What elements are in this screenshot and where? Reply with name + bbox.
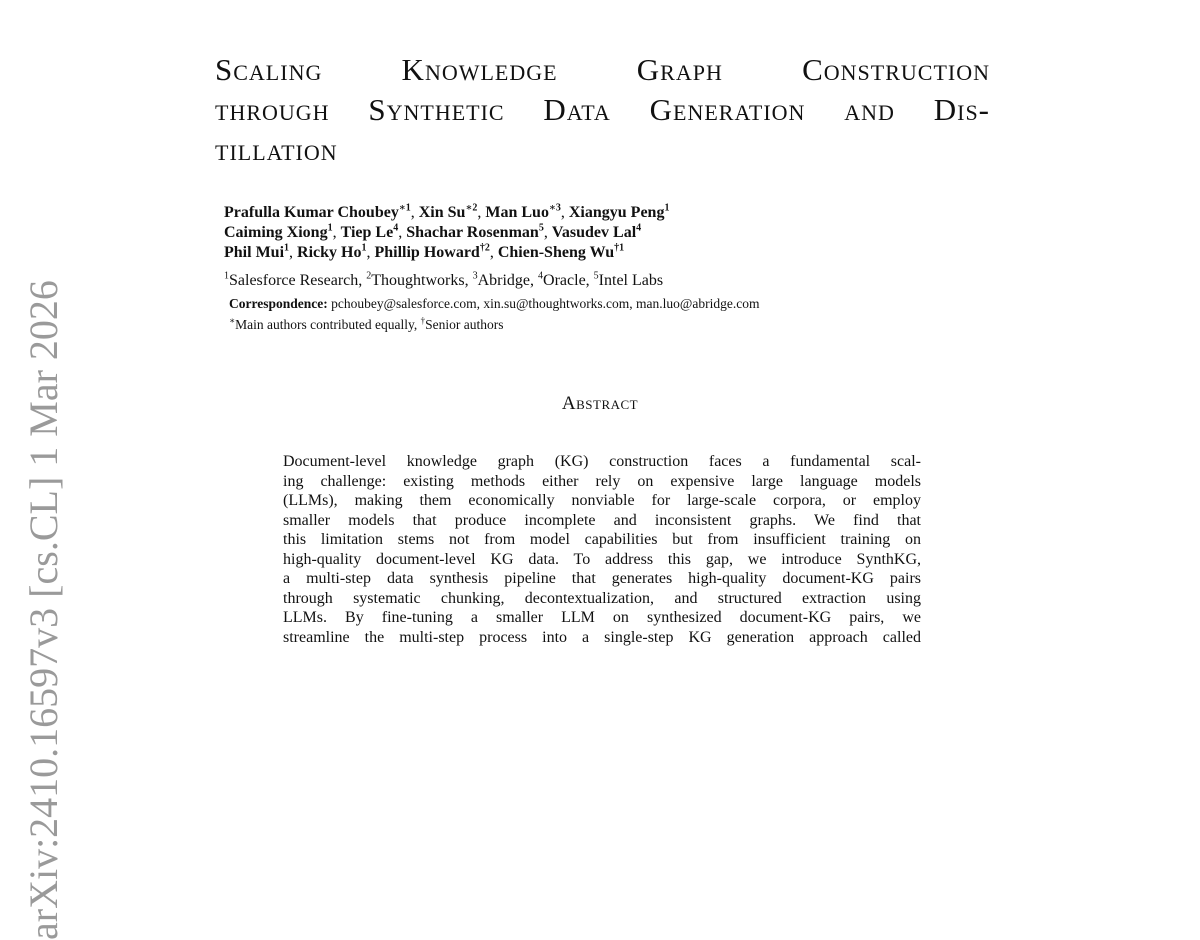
author-name: Prafulla Kumar Choubey	[224, 204, 399, 221]
author-sup: ∗1	[398, 202, 411, 214]
abstract-line: Document-level knowledge graph (KG) construction faces a fundamental scal-	[283, 453, 921, 470]
abstract-line: (LLMs), making them economically nonviable for large-scale corpora, or employ	[283, 492, 921, 509]
author-name: Chien-Sheng Wu	[497, 244, 615, 261]
affil-sup: 4	[538, 270, 544, 282]
affil-sup: 5	[593, 270, 599, 282]
author-name: Vasudev Lal	[551, 224, 637, 241]
affiliation: Intel Labs	[598, 272, 664, 289]
arxiv-stamp	[20, 280, 80, 940]
note-text: Main authors contributed equally,	[235, 317, 421, 332]
author-name: Man Luo	[485, 204, 549, 221]
abstract-line: through systematic chunking, decontextualization, and structured extraction using	[283, 589, 921, 607]
abstract-body	[283, 452, 921, 647]
author-sup: 1	[664, 202, 670, 214]
correspondence-label: Correspondence:	[229, 296, 328, 311]
paper-title	[215, 50, 990, 170]
author-name: Caiming Xiong	[224, 224, 328, 241]
affiliation: Abridge	[477, 272, 531, 289]
abstract-line: this limitation stems not from model capabilities but from insufficient training on	[283, 531, 921, 548]
author-sup: ∗3	[548, 202, 561, 214]
abstract-line: smaller models that produce incomplete and inconsistent graphs. We find that	[283, 511, 921, 529]
author-name: Xiangyu Peng	[568, 204, 665, 221]
note-symbol: †	[420, 315, 426, 326]
author-line-2: Caiming Xiong$^1$, Tiep Le$^4$, Shachar Rosenman$^5$, Vasudev Lal$^4$	[224, 222, 642, 241]
affiliation: Thoughtworks	[371, 272, 465, 289]
author-sup: 1	[327, 222, 333, 234]
author-name: Ricky Ho	[297, 244, 362, 261]
title-line-2: through Synthetic Data Generation and Dis-	[215, 92, 990, 127]
author-sup: 1	[284, 242, 290, 254]
author-sup: 5	[538, 222, 544, 234]
title-line-3: tillation	[215, 132, 338, 167]
author-name: Phillip Howard	[374, 244, 480, 261]
abstract-heading: Abstract	[561, 393, 639, 414]
author-sup: 1	[361, 242, 367, 254]
author-sup: †1	[614, 242, 625, 254]
note-symbol: ∗	[229, 315, 236, 326]
affiliations: $^1$Salesforce Research, $^2$Thoughtworks, $^3$Abridge, $^4$Oracle, $^5$Intel Labs	[224, 270, 664, 289]
affiliation: Oracle	[543, 272, 586, 289]
author-name: Shachar Rosenman	[406, 224, 539, 241]
author-list	[224, 203, 984, 263]
affiliation: Salesforce Research	[229, 272, 359, 289]
author-note	[229, 316, 503, 334]
correspondence	[229, 295, 759, 313]
author-sup: ∗2	[465, 202, 478, 214]
author-line-1: Prafulla Kumar Choubey$^{∗1}$, Xin $Su^{∗2}$, Man Luo$^{∗3}$, Xiangyu Peng$^1$	[224, 202, 670, 221]
abstract-line: ing challenge: existing methods either rely on expensive large language models	[283, 472, 921, 490]
abstract-line: LLMs. By fine-tuning a smaller LLM on synthesized document-KG pairs, we	[283, 609, 921, 626]
affil-sup: 3	[472, 270, 478, 282]
abstract-line: a multi-step data synthesis pipeline that generates high-quality document-KG pairs	[283, 570, 921, 587]
author-sup: †2	[479, 242, 490, 254]
author-name: Phil Mui	[224, 244, 285, 261]
abstract-line: streamline the multi-step process into a single-step KG generation approach called	[283, 628, 921, 646]
author-sup: 4	[636, 222, 642, 234]
affil-sup: 1	[224, 270, 229, 282]
author-sup: 4	[393, 222, 399, 234]
title-line-1: Scaling Knowledge Graph Construction	[215, 52, 990, 87]
correspondence-emails[interactable]: pchoubey@salesforce.com, xin.su@thoughtworks.com, man.luo@abridge.com	[331, 296, 760, 311]
note-text: Senior authors	[425, 317, 504, 332]
arxiv-stamp-text: arXiv:2410.16597v3 [cs.CL] 1 Mar 2026	[21, 280, 66, 940]
affil-sup: 2	[366, 270, 372, 282]
author-name: Tiep Le	[340, 224, 394, 241]
abstract-line: high-quality document-level KG data. To address this gap, we introduce SynthKG,	[283, 550, 921, 568]
author-line-3: Phil Mui$^1$, Ricky Ho$^1$, Phillip Howard$^{\dagger 2}$, Chien-Sheng Wu$^{\dagger 1}$	[224, 242, 625, 261]
author-name: Xin Su	[418, 204, 466, 221]
